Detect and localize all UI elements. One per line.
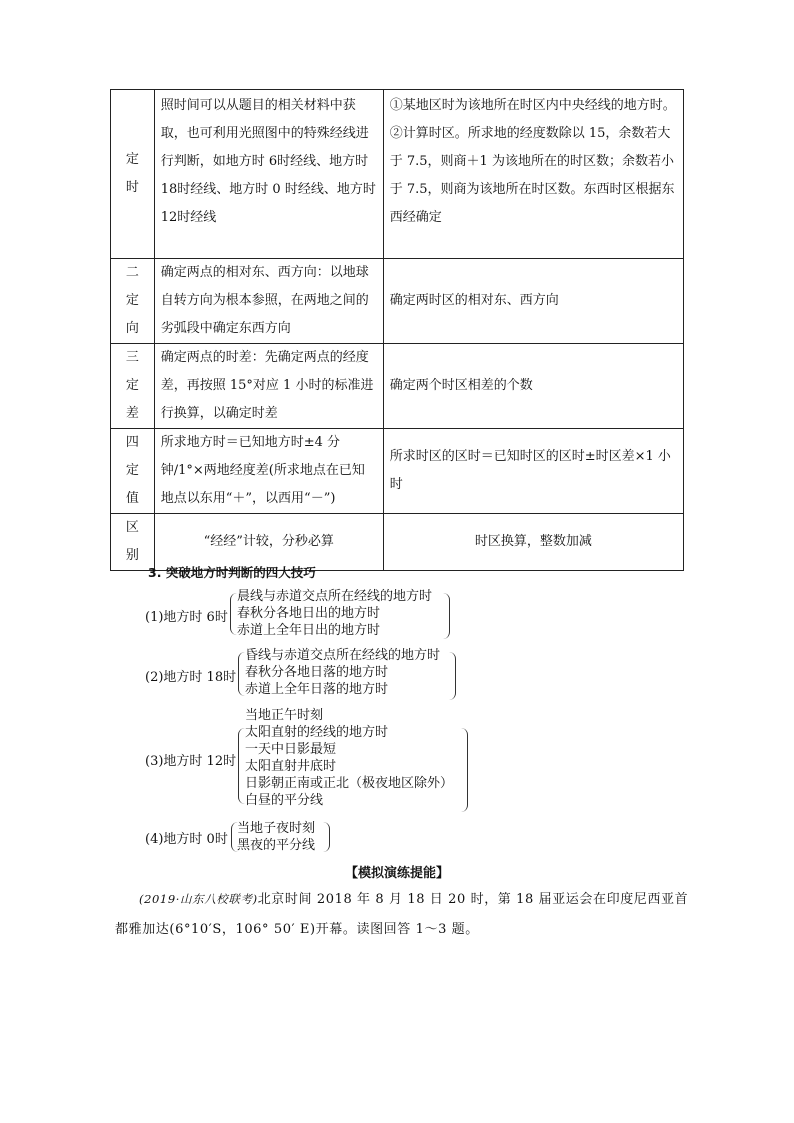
zone-time-cell: 时区换算，整数加减: [383, 514, 683, 571]
question-text: 北京时间 2018 年 8 月 18 日 20 时，第 18 届亚运会在印度尼西亚首都雅加达(6°10′S，106° 50′ E)开幕。读图回答 1～3 题。: [115, 892, 689, 937]
row-label-char: 向: [125, 321, 139, 336]
tip-item: 赤道上全年日落的地方时: [245, 682, 389, 697]
tip-items: [237, 820, 315, 854]
local-time-cell: 确定两点的相对东、西方向：以地球自转方向为根本参照，在两地之间的劣弧段中确定东西方向: [154, 259, 383, 344]
row-label-char: 值: [125, 491, 139, 506]
row-label-char: 定: [125, 378, 139, 393]
right-brace-icon: [443, 593, 450, 639]
row-label: [111, 429, 155, 514]
zone-time-cell: 确定两时区的相对东、西方向: [383, 259, 683, 344]
practice-paragraph: [115, 884, 690, 945]
tip-label: (1)地方时 6时: [145, 610, 228, 625]
tip-items: [237, 588, 432, 639]
row-label-char: 定: [125, 463, 139, 478]
row-label: [111, 259, 155, 344]
tip-item: 白昼的平分线: [245, 793, 324, 808]
question-source: (2019·山东八校联考): [139, 892, 258, 906]
local-time-cell: 确定两点的时差：先确定两点的经度差，再按照 15°对应 1 小时的标准进行换算，以确定时差: [154, 344, 383, 429]
tip-item: 春秋分各地日落的地方时: [245, 665, 389, 680]
zone-time-cell: 确定两个时区相差的个数: [383, 344, 683, 429]
tip-group: [145, 646, 465, 702]
right-brace-icon: [323, 822, 330, 852]
tip-group: [145, 819, 345, 855]
table-row: [111, 90, 684, 259]
tip-item: 一天中日影最短: [245, 742, 337, 757]
row-label-char: 二: [125, 265, 139, 280]
left-brace-icon: [238, 652, 245, 696]
tip-label: (2)地方时 18时: [145, 670, 237, 685]
tip-group: [145, 587, 465, 641]
local-time-cell: 所求地方时＝已知地方时±4 分钟/1°×两地经度差(所求地点在已知地点以东用“＋”，以西用“－”): [154, 429, 383, 514]
tip-label: (4)地方时 0时: [145, 832, 228, 847]
row-label-char: 定: [125, 152, 139, 167]
table-row: [111, 344, 684, 429]
row-label-char: 定: [125, 293, 139, 308]
row-label: [111, 90, 155, 259]
tip-item: 春秋分各地日出的地方时: [237, 606, 381, 621]
local-time-cell: “经经”计较，分秒必算: [154, 514, 383, 571]
tip-item: 赤道上全年日出的地方时: [237, 623, 381, 638]
tip-item: 晨线与赤道交点所在经线的地方时: [237, 589, 433, 604]
tip-item: 太阳直射的经线的地方时: [245, 725, 389, 740]
tip-items: [245, 647, 440, 698]
table-row: [111, 429, 684, 514]
right-brace-icon: [449, 652, 456, 700]
local-time-cell: 照时间可以从题目的相关材料中获取，也可利用光照图中的特殊经线进行判断，如地方时 6时经线、地方时 18时经线、地方时 0 时经线、地方时 12时经线: [154, 90, 383, 259]
tip-group: [145, 706, 485, 816]
table-row: [111, 514, 684, 571]
row-label-char: 时: [125, 180, 139, 195]
zone-time-cell: 所求时区的区时＝已知时区的区时±时区差×1 小时: [383, 429, 683, 514]
zone-time-line: ①某地区时为该地所在时区内中央经线的地方时。: [389, 98, 676, 113]
row-label-char: 区: [125, 520, 139, 535]
row-label: [111, 344, 155, 429]
tip-item: 当地正午时刻: [245, 708, 324, 723]
row-label-char: 四: [125, 435, 139, 450]
tip-item: 昏线与赤道交点所在经线的地方时: [245, 648, 441, 663]
row-label-char: 别: [125, 548, 139, 563]
tip-item: 日影朝正南或正北（极夜地区除外）: [245, 776, 454, 791]
tip-item: 太阳直射井底时: [245, 759, 337, 774]
zone-time-line: ②计算时区。所求地的经度数除以 15，余数若大于 7.5，则商＋1 为该地所在的时区数；余数若小于 7.5，则商为该地所在时区数。东西时区根据东西经确定: [389, 126, 675, 225]
practice-heading: 【模拟演练提能】: [344, 866, 449, 881]
right-brace-icon: [461, 728, 468, 812]
left-brace-icon: [238, 728, 245, 804]
table-row: [111, 259, 684, 344]
row-label: [111, 514, 155, 571]
row-label-char: 差: [125, 406, 139, 421]
zone-time-cell: [383, 90, 683, 259]
tip-items: [245, 707, 453, 809]
left-brace-icon: [230, 593, 237, 635]
row-label-char: 三: [125, 350, 139, 365]
section-title: 3. 突破地方时判断的四大技巧: [148, 565, 316, 580]
tip-label: (3)地方时 12时: [145, 754, 237, 769]
time-comparison-table: [110, 89, 684, 571]
tip-item: 黑夜的平分线: [237, 838, 316, 853]
tip-item: 当地子夜时刻: [237, 821, 316, 836]
